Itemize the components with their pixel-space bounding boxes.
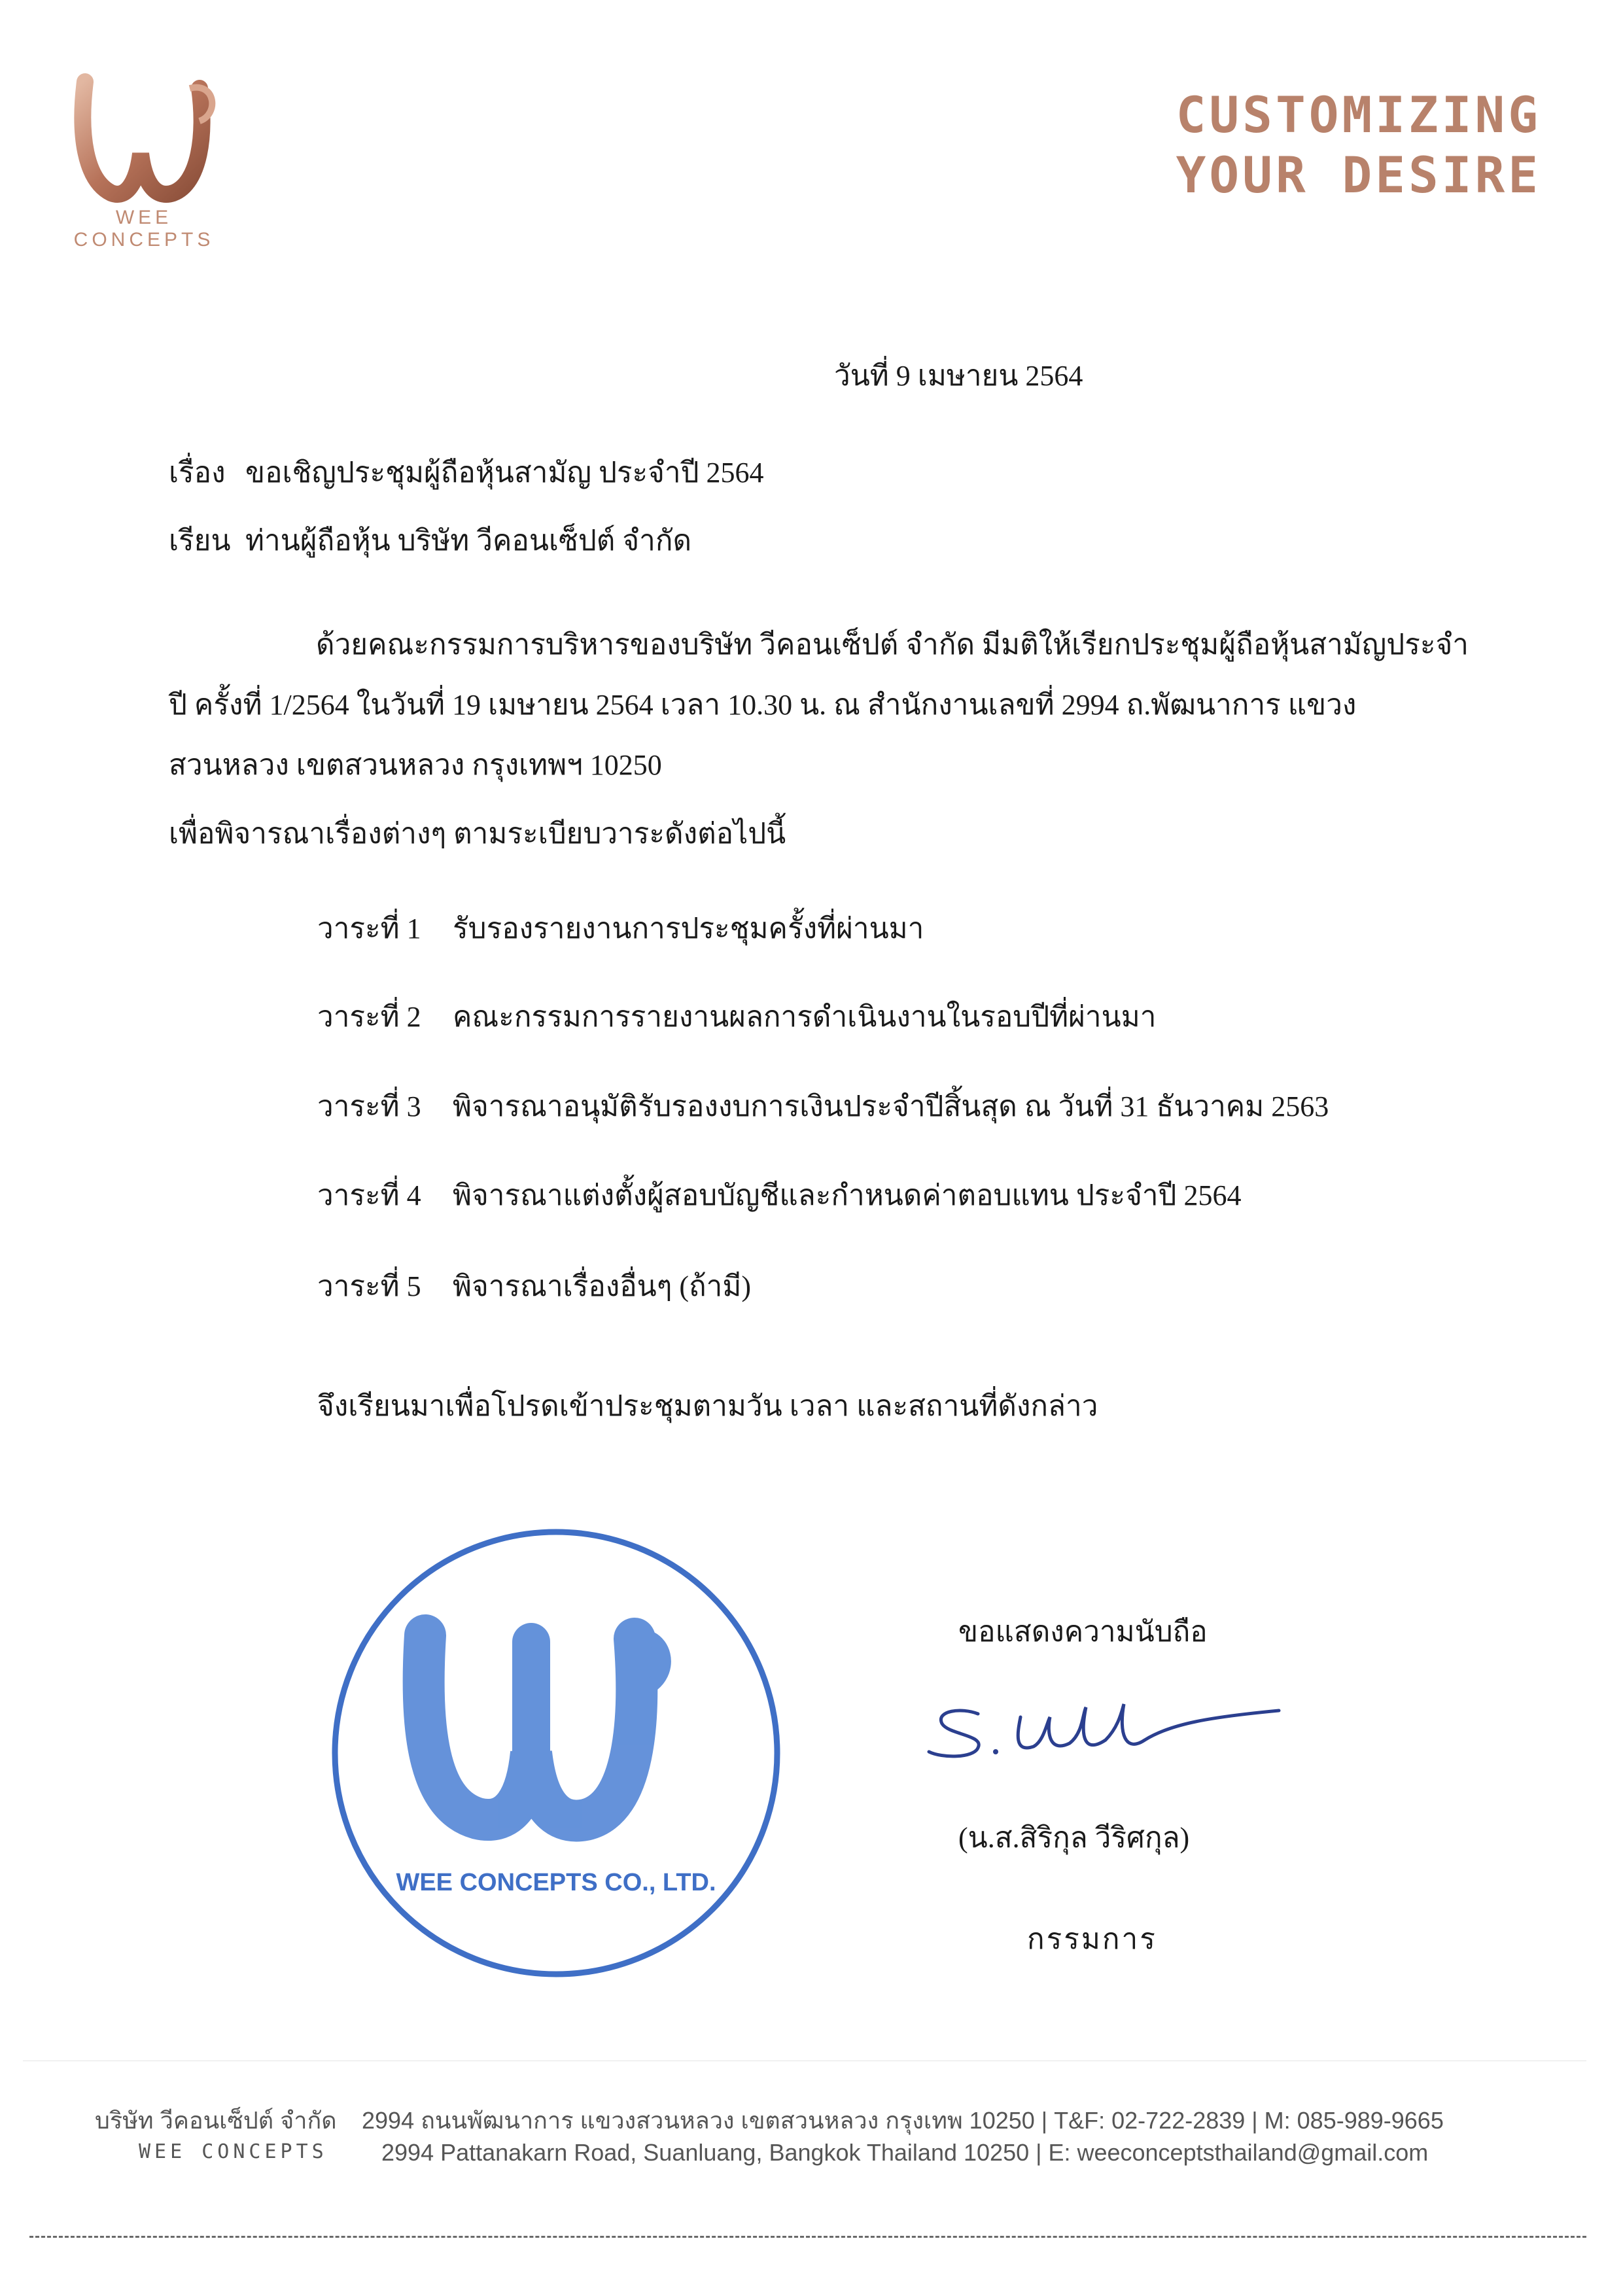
agenda-number: วาระที่ 3 [317,1090,421,1122]
subject-text: ขอเชิญประชุมผู้ถือหุ้นสามัญ ประจำปี 2564 [245,457,764,489]
closing-sentence: จึงเรียนมาเพื่อโปรดเข้าประชุมตามวัน เวลา และสถานที่ดังกล่าว [317,1390,1098,1422]
signer-position: กรรมการ [1027,1923,1157,1955]
agenda-number: วาระที่ 2 [317,1001,421,1033]
logo-caption: WEE CONCEPTS [73,207,215,251]
tagline-line-1: CUSTOMIZING [1176,86,1541,144]
footer-company-thai: บริษัท วีคอนเซ็ปต์ จำกัด [95,2107,337,2134]
agenda-item [317,909,924,948]
agenda-item [317,998,1156,1037]
agenda-item [317,1176,1242,1215]
agenda-number: วาระที่ 4 [317,1179,421,1211]
stamp-text: WEE CONCEPTS CO., LTD. [396,1869,716,1896]
body-paragraph: ด้วยคณะกรรมการบริหารของบริษัท วีคอนเซ็ปต์ จำกัด มีมติให้เรียกประชุมผู้ถือหุ้นสามัญประจำปี ครั้งที่ 1/2564 ในวันที่ 19 เมษายน 2564 เวลา 10.30 น. ณ สำนักงานเลขที่ 2994 ถ.พัฒนาการ แขวงสวนหลวง เขตสวนหลวง กรุงเทพฯ 10250 [169,629,1469,781]
company-stamp [327,1524,785,1982]
regards-text: ขอแสดงความนับถือ [958,1616,1208,1648]
agenda-text: คณะกรรมการรายงานผลการดำเนินงานในรอบปีที่ผ่านมา [453,1001,1157,1033]
recipient-text: ท่านผู้ถือหุ้น บริษัท วีคอนเซ็ปต์ จำกัด [245,525,692,557]
agenda-intro: เพื่อพิจารณาเรื่องต่างๆ ตามระเบียบวาระดังต่อไปนี้ [169,818,786,850]
recipient-label: เรียน [169,525,231,557]
subject-label: เรื่อง [169,457,226,489]
agenda-item [317,1267,751,1306]
agenda-item [317,1087,1329,1126]
footer-company-english: WEE CONCEPTS [139,2140,328,2163]
agenda-text: พิจารณาแต่งตั้งผู้สอบบัญชีและกำหนดค่าตอบแทน ประจำปี 2564 [453,1179,1242,1211]
signer-name: (น.ส.สิริกุล วีริศกุล) [958,1822,1190,1854]
tagline-line-2: YOUR DESIRE [1176,146,1541,204]
footer-address-english: 2994 Pattanakarn Road, Suanluang, Bangkok Thailand 10250 | E: weeconceptsthailand@gmail.com [381,2139,1429,2166]
footer-address-thai: 2994 ถนนพัฒนาการ แขวงสวนหลวง เขตสวนหลวง กรุงเทพ 10250 | T&F: 02-722-2839 | M: 085-989-9665 [362,2107,1444,2134]
agenda-text: พิจารณาอนุมัติรับรองงบการเงินประจำปีสิ้นสุด ณ วันที่ 31 ธันวาคม 2563 [453,1090,1329,1122]
agenda-text: รับรองรายงานการประชุมครั้งที่ผ่านมา [453,913,924,945]
agenda-text: พิจารณาเรื่องอื่นๆ (ถ้ามี) [453,1270,752,1302]
letter-date: วันที่ 9 เมษายน 2564 [834,360,1083,392]
footer-dashed-line [29,2236,1586,2238]
tagline [1176,85,1541,205]
handwritten-signature [922,1688,1289,1773]
agenda-number: วาระที่ 1 [317,913,421,945]
agenda-number: วาระที่ 5 [317,1270,421,1302]
